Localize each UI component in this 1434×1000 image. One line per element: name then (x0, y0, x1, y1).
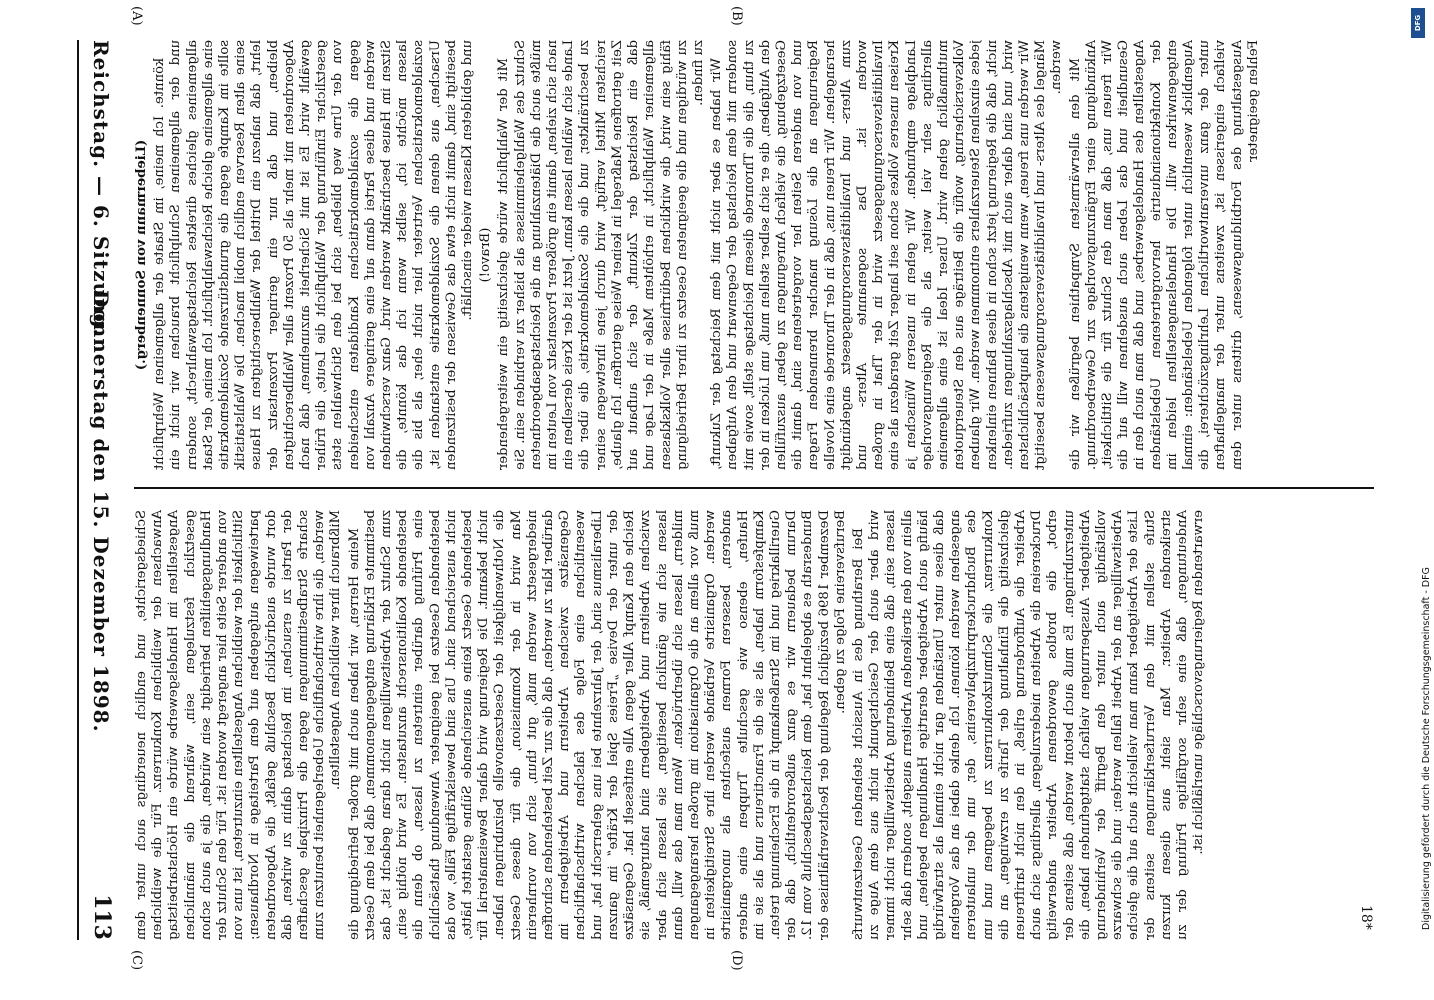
paragraph: Mit den allerwärmsten Sympathien begrüßen wir die Ankündigung einer Ergänzungsvorlage zur Gewerbeordnung. Wir freuen uns, daß man den Schutz für die Sittlichkeit, Gesundheit und das Leben auch ausdehnen will auf die Angestellten des Handelsgewerbes, und daß man auch den in der Konfektionsindustrie hervorgetretenen Uebelständen entgegenwirken will. Die Handelsangestellten leiden im Augenblick wesentlich unter folgenden Uebelständen: einmal unter der ganz unverantwortlichen Lehrlingszüchterei, die vielfach eingerissen ist, zweitens unter der mangelhaften Ausgestaltung des Fortbildungswesens, drittens unter dem Fehlen geeigneter (1067, 40, 1261, 470)
paragraph: Bei Berathung des in Aussicht stehenden Gesetzentwurfs wird aber auch der Gesichtspunkt nicht aus dem Auge zu lassen sein, daß eine Behinderung Arbeitswilliger nicht immer allein von den streikenden Arbeitern ausgeht, sondern daß sehr häufig auch Arbeitgeber derartige Handlungen begehen, und daß diese unter Umständen gar nicht einmal als strafwürdig angesehen werden können. Ich denke dabei an das Vorgehen des Buchdruckerprinzipalvereins, der, um der unlauteren Konkurrenz, die Schmutzkonkurrenz zu begegnen und um gleichzeitig die Einhaltung der Tarife zu erzwingen, an die Arbeiter die Aufforderung erließ, in den nicht tariftreuen Druckereien die Arbeiten niederzulegen, allerdings sich auch erbot, die brotlos gewordenen Arbeiter anderweitig unterzubringen. Es muß auch betont werden, daß seitens der Arbeitgeber Aussperrungen vielfach stattgefunden haben, die vollständig auch unter den Begriff der Verhinderung Arbeitswilliger an der Arbeit fallen werden; und die schwarze Liste der Arbeitgeber kann man vielleicht auch auf die gleiche Stufe stellen mit den Verrufserklärungen seitens der streikenden Arbeiter. Man sieht aus diesen kurzen Andeutungen, daß eine sehr sorgfältige Prüfung der zu erwartenden Regierungsvorschläge unerläßlich ist. (850, 510, 1207, 940)
header-rule (77, 40, 79, 940)
paragraph: Schiedsgerichte, und endlich neuerdings auch unter dem Anwachsen der weiblichen Konkurrenz. Für die weiblichen Angestellten im Handelsgewerbe würde ein Höchstarbeitstag gesetzlich festzulegen sein, während die männlichen Handlungsgehilfen befriedigt sein würden, die ja auch schon von anderer Seite hier angeregt worden ist. Für den Schutz der Sittlichkeit der weiblichen Angestellten einzutreten, ist uns von parteiwegen aufgegeben auf dem Parteitage in Nordhausen; dort wurde ausdrücklich Beschluß gefaßt, die Abgeordneten der Partei zu ersuchen, im Reichstag dahin zu wirken, daß scharfe Strafbestimmungen gegen die Prinzipale geschaffen werden, die ihre wirthschaftliche Ueberlegenheit benutzen zum Mißbrauch ihrer weiblichen Angestellten. (134, 510, 344, 940)
margin-marker-b: (B) (729, 6, 744, 26)
speaker-name: (Liebermann von Sonnenberg.) (134, 139, 149, 371)
margin-marker-a: (A) (129, 6, 144, 26)
applause-note: (Bravo!) (478, 227, 494, 283)
digitization-text: Digitalisierung gefördert durch die Deutsche Forschungsgemeinschaft - DFG (1421, 567, 1432, 930)
page-number: 113 (89, 894, 115, 940)
margin-marker-d: (D) (729, 950, 744, 971)
paragraph: Wir haben es aber nicht mit dem Reichstag der Zukunft, sondern mit dem Reichstag der Gegenwart und den Aufgaben zu thun, die die Thronrede diesem Reichstage stellt, sowie mit den Aufgaben, die er sich selber stellen muß, um Lücken in der Gesetzgebung, die vielfach Anregungen zu geben, auszufüllen und von anderen Seiten her vorgetretenen sind, damit die Regierungen an die Lösung mancher brennenden Fragen herangehen. Wir freuen uns, daß in der Thronrede eine Novelle zum Alters- und Invaliditätsversorgungsgesetz angekündigt worden ist. Das sogenannte Alters- und Invaliditätsversorgungsgesetz wird in der That in großen Kreisen unseres Volkes schon seit langer Zeit geradezu als eine Landplage empfunden. Wir gehen in unseren Wünschen ja allerdings sehr viel weiter, als die Regierungsvorlage muthmaßlich gehen wird. Unser Ideal ist eine allgemeine Volksversicherung, wofür die Beiträge aus den Steuerquoten jedes einzelnen Steuerzahlers entnommen werden. Wir glauben nicht, daß die Regierung jetzt schon in diese Bahnen einlenken wird, und sind daher auch mit Abschlagszahlungen zufrieden. Wir werden uns freuen, wenn wenigstens die hauptsächlichsten Mängel des Alters- und Invaliditätsversorgungswesens beseitigt werden. (709, 40, 1065, 470)
right-column (134, 510, 1374, 940)
margin-marker-c: (C) (129, 950, 144, 971)
dfg-logo: DFG (1411, 8, 1425, 38)
header-session: Reichstag. — 6. Sitzung. (89, 40, 113, 337)
column-rule (134, 487, 1374, 489)
left-column (134, 40, 1374, 470)
paragraph: Meine Herren, wir haben auch mit großer Befriedigung die bestimmte Erklärung entgegengenommen, daß bei dem Gesetz zum Schutz der Arbeitswilligen nicht daran gedacht ist, das bestehende Koalitionsrecht anzutasten. Es wird nöthig sein, eine Prüfung darüber eintreten zu lassen, ob denn die bestehenden Gesetze bei geeigneter Anwendung thatsächlich nicht ausreichend sind. Uns sind beweiskräftige Fälle, wo das bestehende Gesetz keine ausreichende Sühne gestattet hätte, nicht bekannt. Die Regierung wird daher Beweismaterial für die Nothwendigkeit der Gesetzesnovelle beizubringen haben. Man wird in der Kommission, die für dieses Gesetz niedergesetzt werden muß, gut thun, sich von vornherein darüber klar zu werden, daß die zur Zeit bestehenden schroffen Gegensätze zwischen Arbeitern und Arbeitgebern im wesentlichen eine Folge des falschen wirthschaftlichen Liberalismus sind, der Jahrzehnte bei uns geherrscht hat, und der unter der Devise „Freies Spiel der Kräfte“ im ganzen Reiche den Kampf Aller gegen Alle entfesselt hat. Gegensätze zwischen Arbeitern und Arbeitgebern sind naturgemäß, sie lassen sich nie gänzlich beseitigen, sie lassen sich aber mildern, lassen sich überbrücken. Wenn man das will, dann muß vor allem an die Organisation im großen herangegangen werden. Organisirte Verbände werden ihre Streitigkeiten in anderen, besseren Formen ausfechten als unorganisirte Haufen, ebenso wie geschulte Truppen eine andere Kampfesform haben, als sie die Franctireurs und als sie im Guerillakrieg und im Straßenkampf in die Erscheinung treten. Darum bedauern wir es ganz außerordentlich, daß der Bundesrath es abgelehnt hat, dem Reichstagsbeschluß vom 12. Dezember 1896 bezüglich Regelung der Rechtsverhältnisse der Berufsvereine Folge zu geben. (346, 510, 848, 940)
paragraph: könnte. Ich meine, im Staate der allgemeinen Wehrpflicht und der allgemeinen Schulpflicht brauchen wir nicht ein allgemeines gleiches direktes Reichstagswahlrecht, sondern eine allgemeine gleiche Reichswahlpflicht. Ich meine, der Staat sollte im Kampfe gegen die grundstürzende Sozialdemokratie seine alten Reserven endlich mobil machen. Die Wahlstatistik lehrt, daß nahezu ein Drittel der Wahlberechtigten zu Hause bleiben, und daß nur ein geringer Prozentsatz der Abgeordneten mit mehr als 50 Prozent aller Wahlberechtigten gewählt wird. Es ist mit Sicherheit anzunehmen, daß nach gesetzlicher Einführung der Wahlpflicht die Leute, die früher von der Urne weg blieben, sich bei den Stichwahlen stets gegen die sozialdemokratischen Kandidaten entscheiden werden und diese Partei dann auf eine geringere Anzahl von Sitzen im Hause beschränkt werden wird. Ganz verschwinden lassen möchte ich, selbst wenn ich das könnte, die sozialdemokratischen Vertreter hier nicht eher, als bis die Ursachen, aus denen die Sozialdemokratie entstanden ist, beseitigt sind, damit nicht etwa das Gewissen der besitzenden und gebildeten Klassen wieder einschläft. (152, 40, 476, 470)
paragraph: Mit der Wahlpflicht würde gleichzeitig ein weitergehender Schutz des Wahlgeheimnisses als bisher zu verbinden sein. Sie müßte auch die Diätenzahlung an die Reichstagsabgeordneten nach sich ziehen, damit ein größerer Prozentsatz von Leuten im Lande sich wählen lassen kann. Jetzt ist der Kreis derselben ein zu beschränkter, und die die Sozialdemokratie, die über die reichsten Mittel verfügt, wird durch jene ihretwegen seiner Zeit getroffene Maßregel in keiner Weise getroffen. Ich glaube, daß ein Reichstag der Zukunft, der sich aufbaut auf allgemeiner Wahlpflicht, in erhöhtem Maße in der Lage und fähig sein wird, die wirklichen Bedürfnisse aller Volksklassen zu würdigen und die geeigneten Gesetze zu ihrer Befriedigung zu finden. (496, 40, 706, 470)
page-header (69, 40, 119, 940)
signature-mark: 18* (1358, 905, 1374, 930)
header-date: Donnerstag den 15. Dezember 1898. (89, 290, 113, 733)
digitization-note (1405, 10, 1432, 995)
